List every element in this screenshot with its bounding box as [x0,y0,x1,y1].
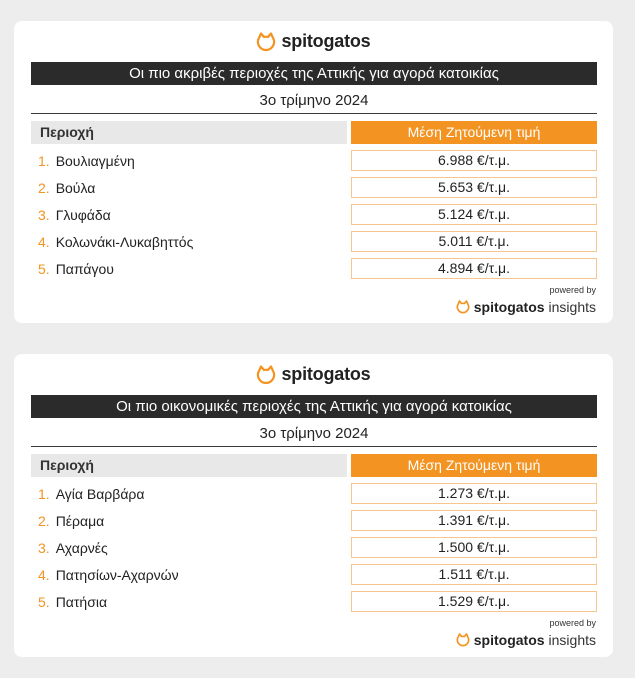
table-row-price: 6.988 €/τ.μ. [351,150,597,171]
area-name: Κολωνάκι-Λυκαβηττός [55,234,194,250]
table-row-area [38,231,338,253]
area-name: Αγία Βαρβάρα [55,486,145,502]
area-name: Πατήσια [55,594,108,610]
spitogatos-insights-logo [456,299,596,315]
insights-brand-bold: spitogatos [473,299,545,315]
table-row-area [38,150,338,172]
rank-number: 5. [38,261,50,277]
table-row-area [38,564,338,586]
powered-by-label: powered by [549,618,596,628]
spitogatos-logo [14,364,613,385]
expensive-areas-card [14,21,613,323]
insights-brand-bold: spitogatos [473,632,545,648]
brand-name: spitogatos [281,31,371,51]
spitogatos-insights-logo [456,632,596,648]
section-title: Οι πιο οικονομικές περιοχές της Αττικής για αγορά κατοικίας [31,395,597,418]
cat-logo-icon [256,32,276,52]
table-row-price: 1.500 €/τ.μ. [351,537,597,558]
rank-number: 2. [38,513,50,529]
cat-logo-icon [256,365,276,385]
table-row-price: 5.124 €/τ.μ. [351,204,597,225]
section-title: Οι πιο ακριβές περιοχές της Αττικής για αγορά κατοικίας [31,62,597,85]
table-row-price: 1.273 €/τ.μ. [351,483,597,504]
table-row-area [38,591,338,613]
area-name: Βούλα [55,180,96,196]
table-row-price: 5.011 €/τ.μ. [351,231,597,252]
spitogatos-logo [14,31,613,52]
area-name: Βουλιαγμένη [55,153,135,169]
section-period: 3ο τρίμηνο 2024 [31,89,597,114]
column-header-price: Μέση Ζητούμενη τιμή [351,121,597,144]
insights-brand-light: insights [548,299,596,315]
cat-logo-icon [456,633,470,647]
section-period: 3ο τρίμηνο 2024 [31,422,597,447]
area-name: Γλυφάδα [55,207,111,223]
rank-number: 5. [38,594,50,610]
area-name: Παπάγου [55,261,114,277]
rank-number: 4. [38,567,50,583]
table-row-price: 1.529 €/τ.μ. [351,591,597,612]
table-row-price: 5.653 €/τ.μ. [351,177,597,198]
rank-number: 2. [38,180,50,196]
affordable-areas-card [14,354,613,657]
insights-brand-light: insights [548,632,596,648]
column-header-area: Περιοχή [31,121,347,144]
rank-number: 1. [38,153,50,169]
table-row-area [38,204,338,226]
table-row-price: 1.511 €/τ.μ. [351,564,597,585]
table-row-area [38,258,338,280]
table-row-price: 4.894 €/τ.μ. [351,258,597,279]
area-name: Πατησίων-Αχαρνών [55,567,179,583]
rank-number: 3. [38,207,50,223]
area-name: Αχαρνές [55,540,108,556]
area-name: Πέραμα [55,513,105,529]
table-row-area [38,537,338,559]
table-row-area [38,177,338,199]
table-row-area [38,510,338,532]
rank-number: 4. [38,234,50,250]
brand-name: spitogatos [281,364,371,384]
column-header-area: Περιοχή [31,454,347,477]
rank-number: 1. [38,486,50,502]
table-row-area [38,483,338,505]
table-row-price: 1.391 €/τ.μ. [351,510,597,531]
column-header-price: Μέση Ζητούμενη τιμή [351,454,597,477]
cat-logo-icon [456,300,470,314]
rank-number: 3. [38,540,50,556]
powered-by-label: powered by [549,285,596,295]
